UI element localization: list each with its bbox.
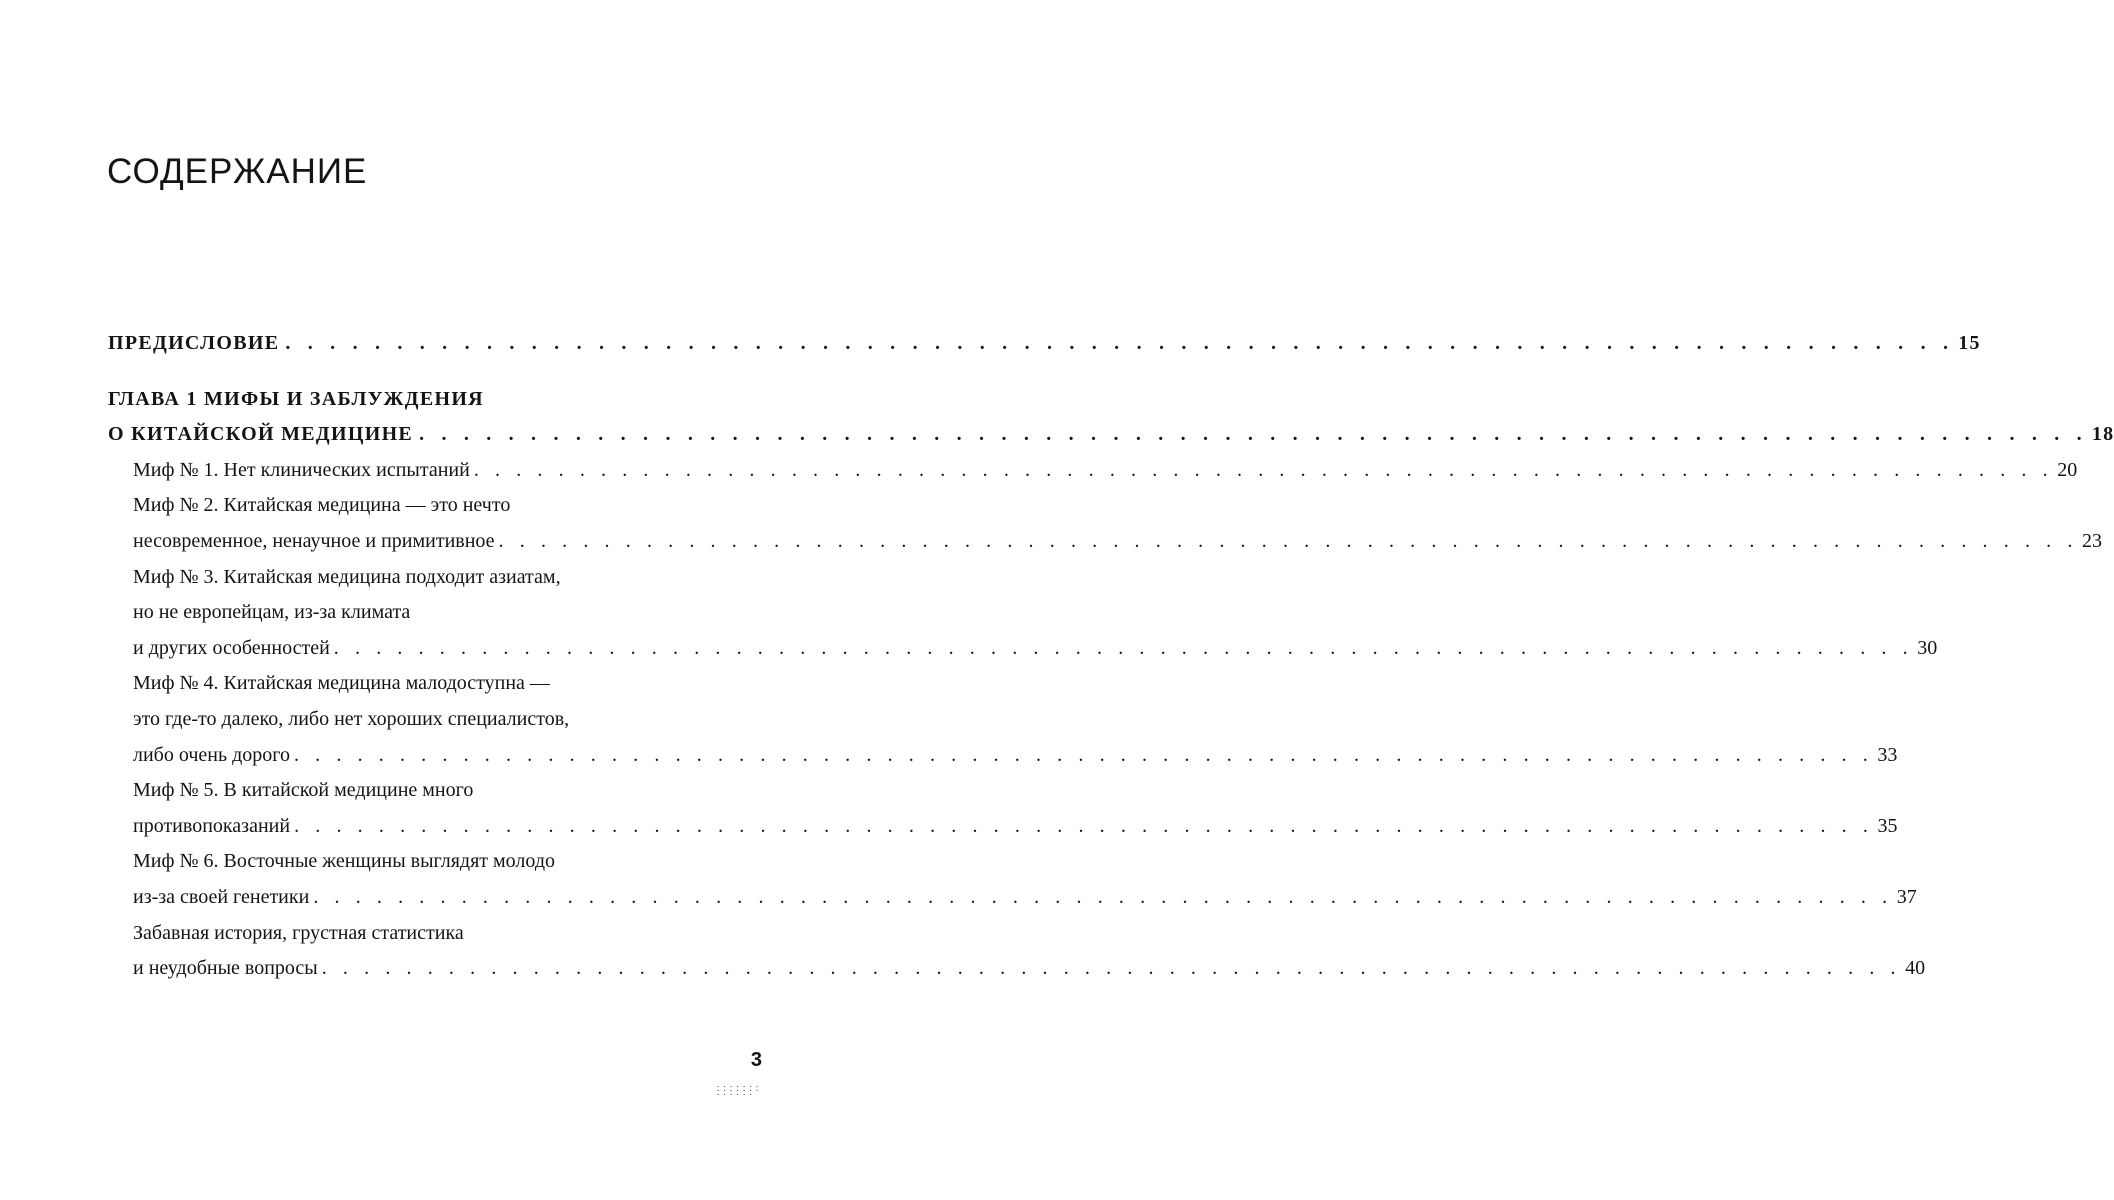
toc-page-number: 15 — [1958, 332, 1981, 354]
toc-entry-preface — [108, 326, 1981, 362]
toc-entry-myth-1 — [108, 453, 2078, 489]
dot-leader: . . . . . . . . . . . . . . . . . . . . . . . . . . . . . . . . . . . . . . . . . . . . . . . . . . . . . . . . . . . . . . . . . . . . . . . . . . . — [313, 885, 1893, 908]
toc-entry-title: несовременное, ненаучное и примитивное — [133, 529, 495, 552]
toc-page-number: 33 — [1877, 743, 1898, 766]
toc-entry-myth-5 — [108, 773, 1898, 844]
toc-entry-title: Миф № 4. Китайская медицина малодоступна — — [133, 672, 550, 695]
toc-entry-title: и других особенностей — [133, 636, 330, 659]
page-title: СОДЕРЖАНИЕ — [107, 152, 368, 191]
table-of-contents — [108, 326, 2114, 987]
toc-entry-title: это где-то далеко, либо нет хороших специалистов, — [133, 707, 570, 730]
dot-leader: . . . . . . . . . . . . . . . . . . . . . . . . . . . . . . . . . . . . . . . . . . . . . . . . . . . . . . . . . . . . . . . . . . . . . . . . . . . — [498, 529, 2078, 552]
toc-entry-myth-4 — [108, 666, 1898, 773]
dot-leader: . . . . . . . . . . . . . . . . . . . . . . . . . . . . . . . . . . . . . . . . . . . . . . . . . . . . . . . . . . . . . . . . . . . . . . . . . . . — [321, 957, 1902, 980]
toc-entry-title: ПРЕДИСЛОВИЕ — [108, 332, 280, 354]
toc-page-number: 18 — [2091, 423, 2114, 446]
toc-page-number: 23 — [2081, 529, 2102, 552]
toc-entry-title: но не европейцам, из-за климата — [133, 601, 411, 624]
dot-leader: . . . . . . . . . . . . . . . . . . . . . . . . . . . . . . . . . . . . . . . . . . . . . . . . . . . . . . . . . . . . . . . . . . . . . . . . . . . — [293, 743, 1874, 766]
toc-entry-myth-3 — [108, 560, 1938, 667]
folio-ornament: . . . . . . . . . . . . . . . . . . . . — [717, 1079, 760, 1097]
toc-entry-myth-6 — [108, 844, 1917, 915]
dot-leader: . . . . . . . . . . . . . . . . . . . . . . . . . . . . . . . . . . . . . . . . . . . . . . . . . . . . . . . . . . . . . . . . . . . . . . . . . . . — [473, 458, 2054, 481]
toc-entry-title: и неудобные вопросы — [133, 957, 318, 980]
toc-page-number: 37 — [1896, 885, 1917, 908]
toc-page-number: 30 — [1917, 636, 1938, 659]
toc-page-number: 35 — [1877, 814, 1898, 837]
dot-leader: . . . . . . . . . . . . . . . . . . . . . . . . . . . . . . . . . . . . . . . . . . . . . . . . . . . . . . . . . . . . . . . . . . . . . . . . . . . — [285, 332, 1955, 354]
dot-leader: . . . . . . . . . . . . . . . . . . . . . . . . . . . . . . . . . . . . . . . . . . . . . . . . . . . . . . . . . . . . . . . . . . . . . . . . . . . — [333, 636, 1914, 659]
toc-entry-title: Миф № 6. Восточные женщины выглядят молодо — [133, 850, 555, 873]
toc-entry-title: О КИТАЙСКОЙ МЕДИЦИНЕ — [108, 423, 414, 446]
toc-page-number: 40 — [1905, 957, 1926, 980]
toc-entry-title: противопоказаний — [133, 814, 291, 837]
toc-entry-title: Миф № 5. В китайской медицине много — [133, 779, 474, 802]
toc-entry-title: Миф № 3. Китайская медицина подходит азиатам, — [133, 565, 561, 588]
toc-entry-title: из-за своей генетики — [133, 885, 310, 908]
toc-entry-funny-story — [108, 916, 1926, 987]
dot-leader: . . . . . . . . . . . . . . . . . . . . . . . . . . . . . . . . . . . . . . . . . . . . . . . . . . . . . . . . . . . . . . . . . . . . . . . . . . . — [294, 814, 1874, 837]
toc-entry-myth-2 — [108, 488, 2102, 559]
toc-entry-title: Забавная история, грустная статистика — [133, 921, 464, 944]
toc-entry-title: ГЛАВА 1 МИФЫ И ЗАБЛУЖДЕНИЯ — [108, 387, 484, 410]
toc-entry-title: Миф № 1. Нет клинических испытаний — [133, 458, 470, 481]
toc-entry-chapter-1 — [108, 382, 2114, 453]
dot-leader: . . . . . . . . . . . . . . . . . . . . . . . . . . . . . . . . . . . . . . . . . . . . . . . . . . . . . . . . . . . . . . . . . . . . . . . . . . . — [419, 423, 2088, 446]
toc-entry-title: либо очень дорого — [133, 743, 290, 766]
toc-entry-title: Миф № 2. Китайская медицина — это нечто — [133, 494, 511, 517]
page-number: 3 — [750, 1049, 762, 1071]
toc-page-number: 20 — [2057, 458, 2078, 481]
